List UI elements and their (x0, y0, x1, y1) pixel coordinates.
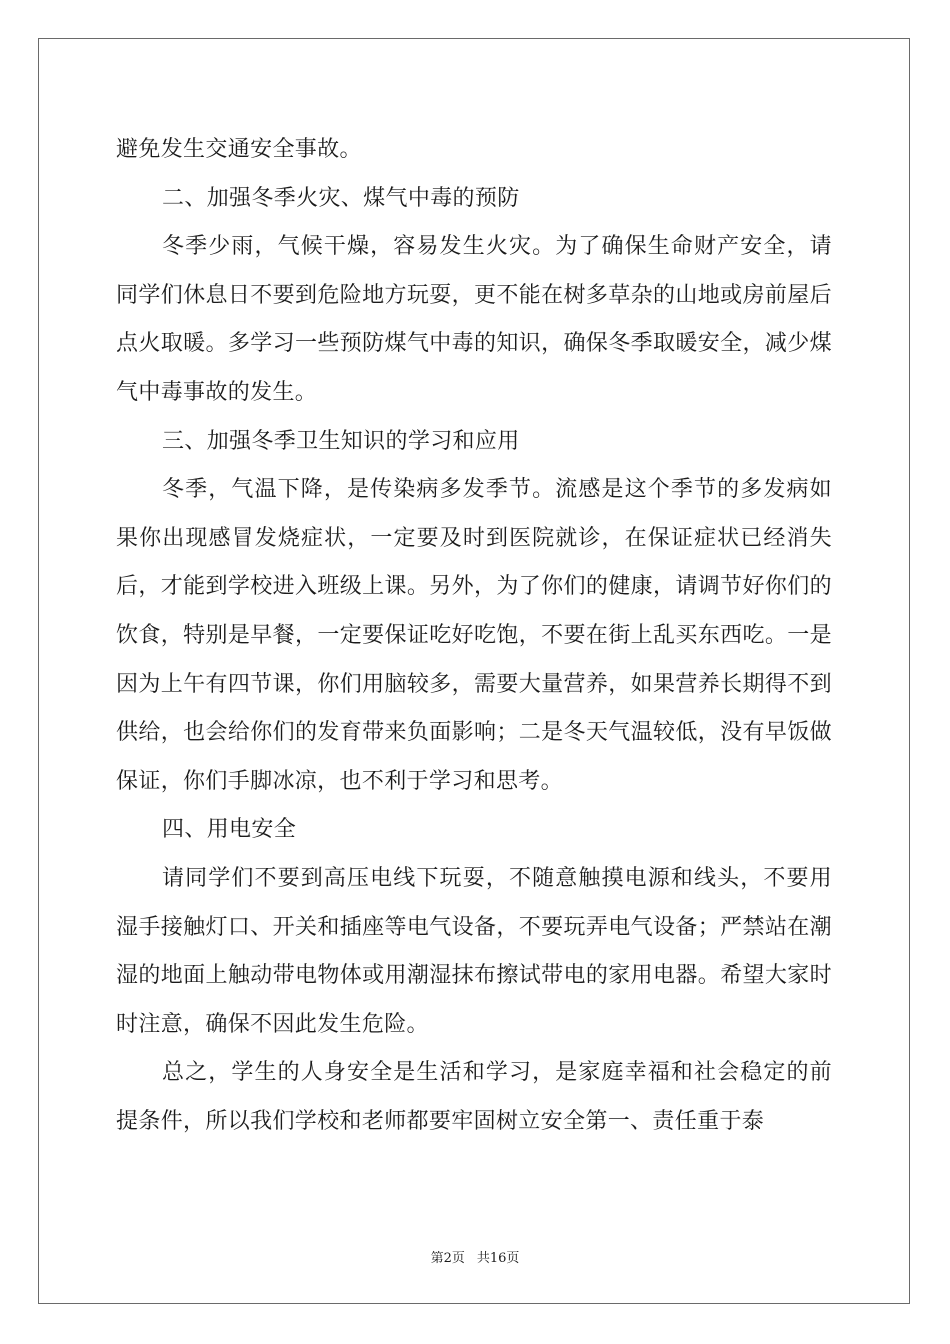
section-heading: 二、加强冬季火灾、煤气中毒的预防 (162, 185, 520, 211)
section-heading: 四、用电安全 (162, 817, 297, 843)
page-footer (0, 1247, 950, 1266)
paragraph: 请同学们不要到高压电线下玩耍，不随意触摸电源和线头，不要用湿手接触灯口、开关和插座等电气设备，不要玩弄电气设备；严禁站在潮湿的地面上触动带电物体或用潮湿抹布擦试带电的家用电器。希望大家时时注意，确保不因此发生危险。 (116, 865, 832, 1037)
paragraph: 冬季少雨，气候干燥，容易发生火灾。为了确保生命财产安全，请同学们休息日不要到危险地方玩耍，更不能在树多草杂的山地或房前屋后点火取暖。多学习一些预防煤气中毒的知识，确保冬季取暖安全，减少煤气中毒事故的发生。 (116, 234, 832, 405)
total-pages: 共16页 (476, 1251, 520, 1266)
paragraph: 冬季，气温下降，是传染病多发季节。流感是这个季节的多发病如果你出现感冒发烧症状，一定要及时到医院就诊，在保证症状已经消失后，才能到学校进入班级上课。另外，为了你们的健康，请调节好你们的饮食，特别是早餐，一定要保证吃好吃饱，不要在街上乱买东西吃。一是因为上午有四节课，你们用脑较多，需要大量营养，如果营养长期得不到供给，也会给你们的发育带来负面影响；二是冬天气温较低，没有早饭做保证，你们手脚冰凉，也不利于学习和思考。 (116, 477, 832, 794)
document-body (116, 126, 832, 1146)
section-heading: 三、加强冬季卫生知识的学习和应用 (162, 428, 520, 454)
paragraph: 避免发生交通安全事故。 (116, 137, 362, 162)
page-number: 第2页 (430, 1251, 465, 1266)
paragraph: 总之，学生的人身安全是生活和学习，是家庭幸福和社会稳定的前提条件，所以我们学校和老师都要牢固树立安全第一、责任重于泰 (116, 1060, 832, 1134)
